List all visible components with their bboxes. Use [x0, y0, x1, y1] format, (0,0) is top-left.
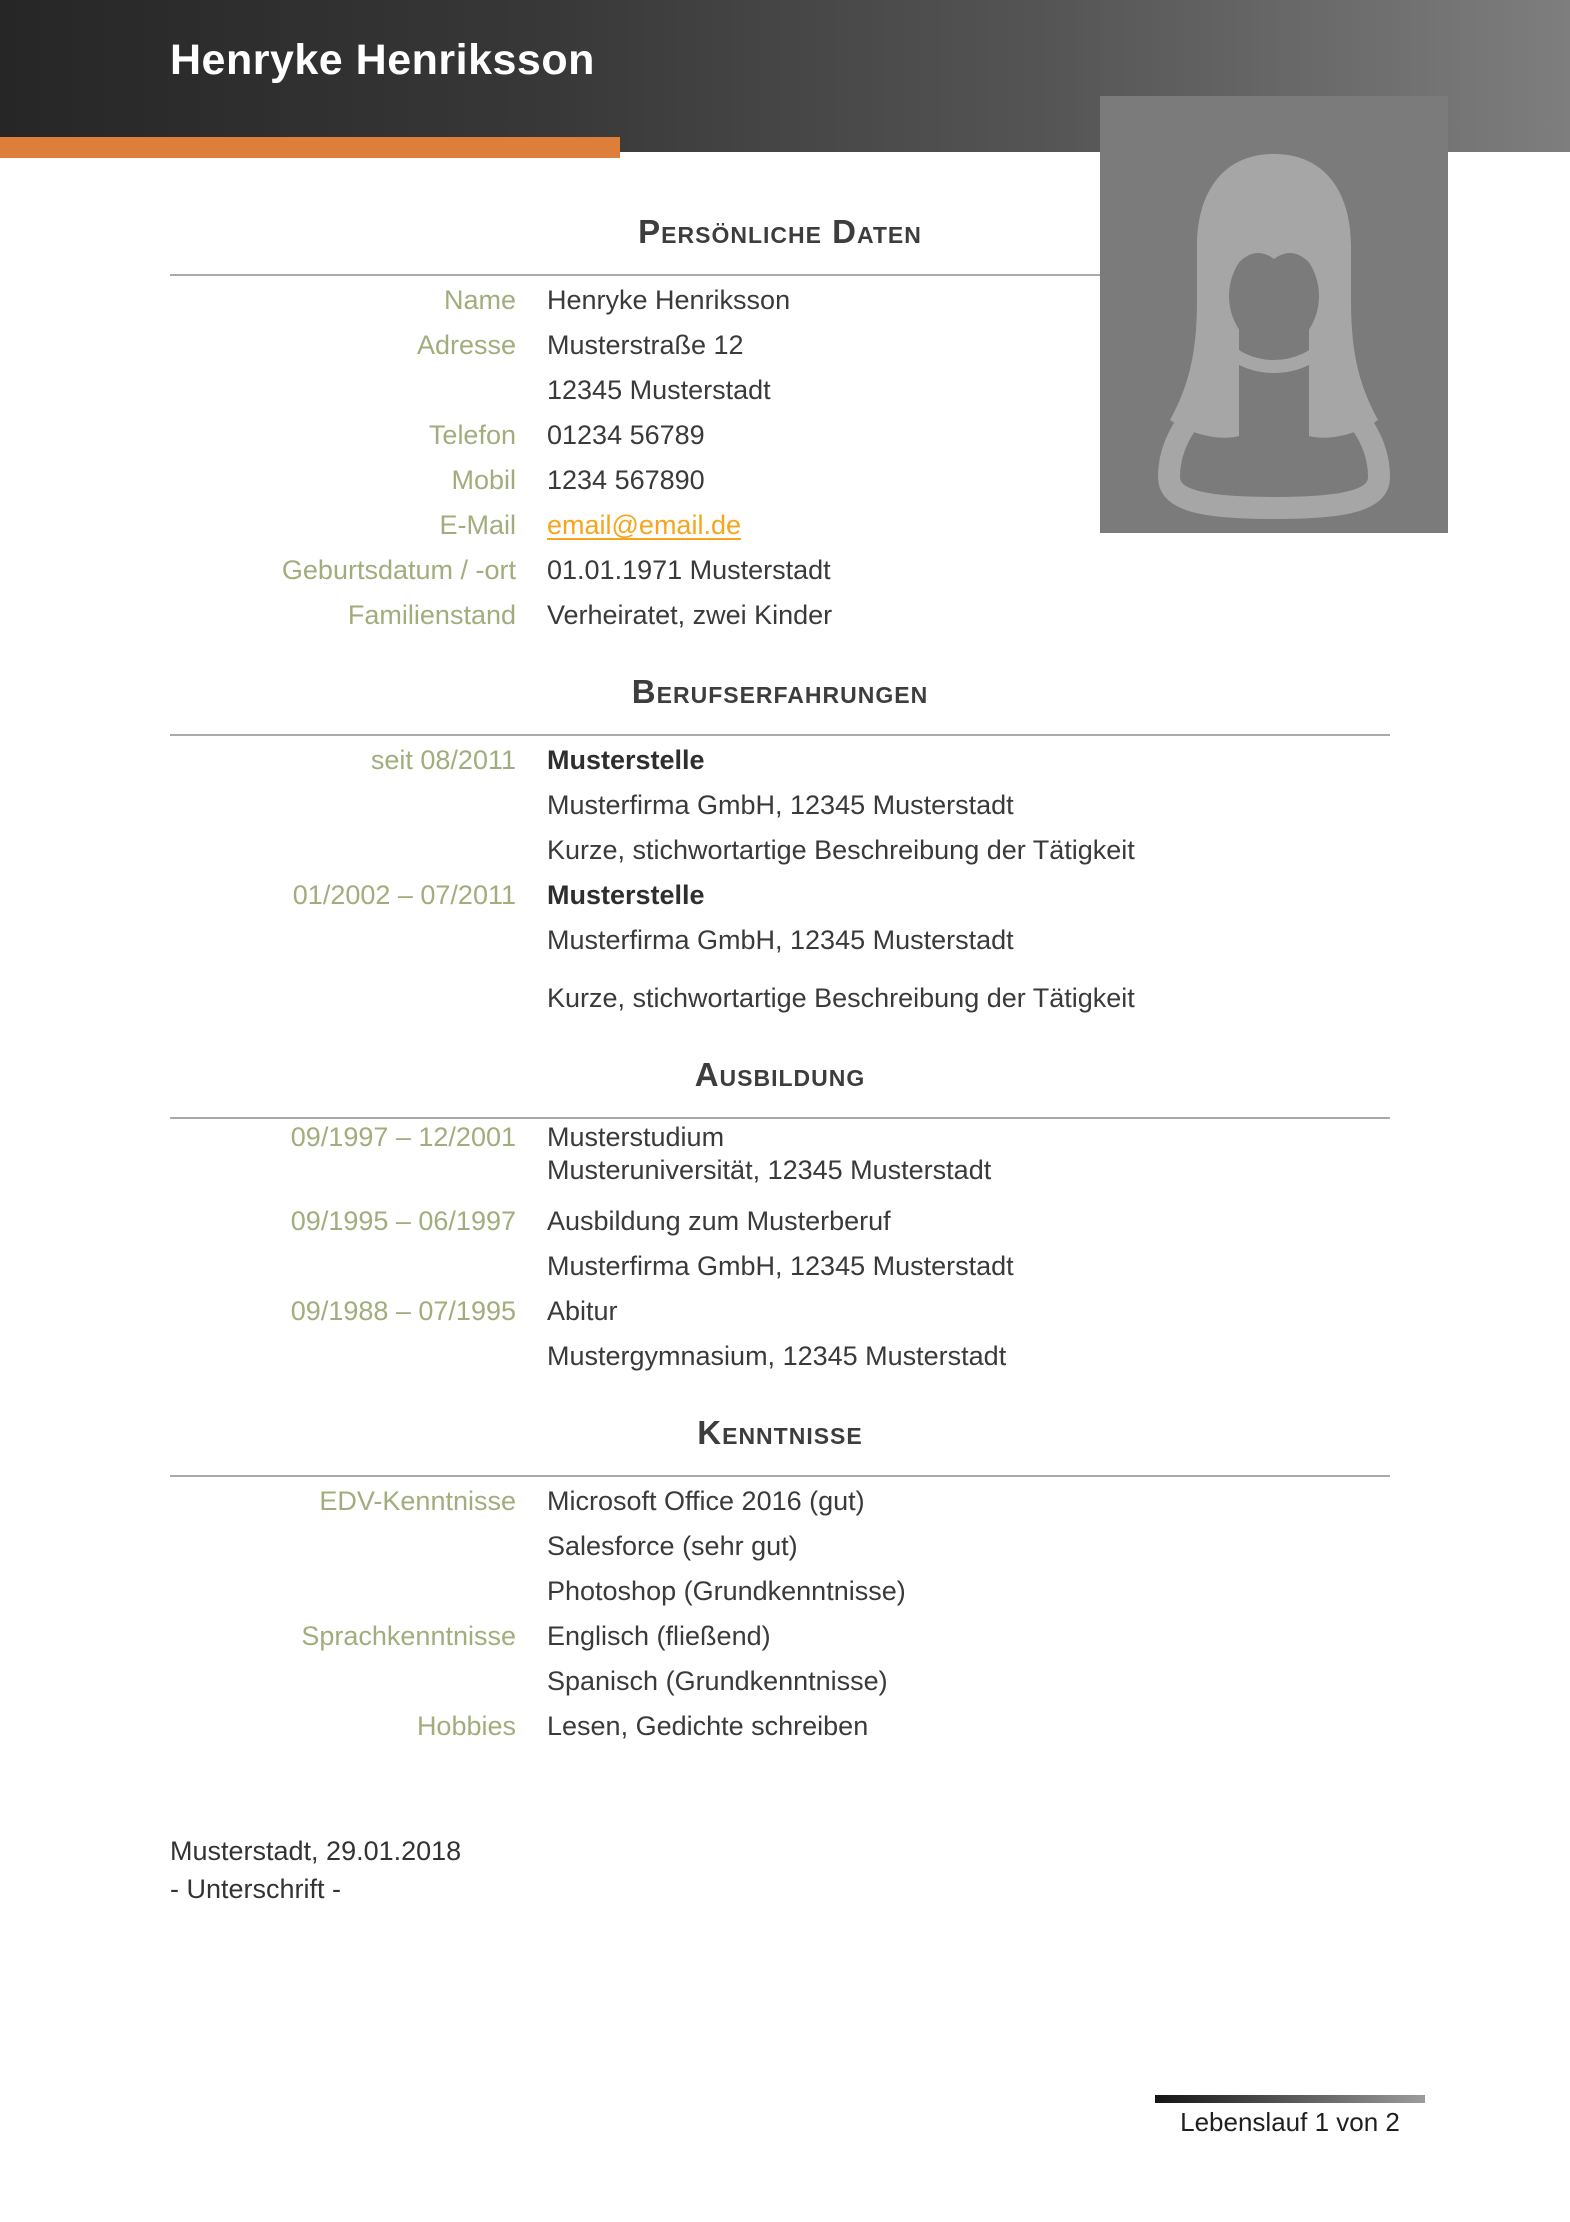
- signature-block: [170, 1832, 461, 1908]
- page-title: Henryke Henriksson: [170, 36, 595, 84]
- field-value: [547, 1479, 1390, 1614]
- field-value-line: 01.01.1971 Musterstadt: [547, 555, 831, 585]
- field-label: 09/1988 – 07/1995: [290, 1296, 516, 1326]
- data-row: [170, 1704, 1390, 1749]
- field-value: [547, 1199, 1390, 1289]
- person-avatar-icon: [1100, 96, 1448, 533]
- field-value-line: Verheiratet, zwei Kinder: [547, 600, 833, 630]
- profile-photo: [1100, 96, 1448, 533]
- section-ausbildung: [170, 1053, 1390, 1379]
- data-row: [170, 1479, 1390, 1614]
- field-value-line: Musteruniversität, 12345 Musterstadt: [547, 1155, 992, 1185]
- section-divider: [170, 734, 1390, 736]
- signature-place-date: Musterstadt, 29.01.2018: [170, 1836, 462, 1866]
- field-value-line: Abitur: [547, 1296, 618, 1326]
- field-value-line: Musterfirma GmbH, 12345 Musterstadt: [547, 1251, 1014, 1281]
- page-number-label: Lebenslauf 1 von 2: [1180, 2107, 1400, 2137]
- field-label: Geburtsdatum / -ort: [281, 555, 516, 585]
- field-value: [547, 1614, 1390, 1704]
- data-row: [170, 1289, 1390, 1379]
- footer-gradient-bar: [1155, 2095, 1425, 2103]
- field-value-line: Kurze, stichwortartige Beschreibung der Tätigkeit: [547, 983, 1135, 1013]
- field-label: Adresse: [416, 330, 516, 360]
- field-value: [547, 873, 1390, 1021]
- field-label: seit 08/2011: [370, 745, 516, 775]
- field-value: [547, 738, 1390, 873]
- field-value: [547, 1704, 1390, 1749]
- section-title-persoenliche-daten: Persönliche Daten: [638, 213, 922, 250]
- field-value-line: Henryke Henriksson: [547, 285, 791, 315]
- field-value-line: Ausbildung zum Musterberuf: [547, 1206, 891, 1236]
- field-label: 09/1997 – 12/2001: [290, 1122, 516, 1152]
- section-title-ausbildung: Ausbildung: [694, 1056, 866, 1093]
- field-value-line: 12345 Musterstadt: [547, 375, 771, 405]
- data-row: [170, 873, 1390, 1021]
- data-row: [170, 1614, 1390, 1704]
- field-value: [547, 1289, 1390, 1379]
- section-berufserfahrungen: [170, 670, 1390, 1021]
- section-divider: [170, 1117, 1390, 1119]
- field-value-line: Lesen, Gedichte schreiben: [547, 1711, 869, 1741]
- section-title-berufserfahrungen: Berufserfahrungen: [631, 673, 929, 710]
- field-value: [547, 593, 1390, 638]
- field-value: [547, 548, 1390, 593]
- data-row: [170, 593, 1390, 638]
- field-value-line: Musterstudium: [547, 1122, 725, 1152]
- field-value-line: Salesforce (sehr gut): [547, 1531, 798, 1561]
- data-row: [170, 1121, 1390, 1187]
- field-label: 01/2002 – 07/2011: [292, 880, 516, 910]
- field-value-line: Kurze, stichwortartige Beschreibung der Tätigkeit: [547, 835, 1135, 865]
- data-row: [170, 1199, 1390, 1289]
- email-link[interactable]: email@email.de: [547, 510, 741, 540]
- field-value-line: 1234 567890: [547, 465, 705, 495]
- data-row: [170, 548, 1390, 593]
- data-row: [170, 738, 1390, 873]
- field-label: 09/1995 – 06/1997: [290, 1206, 516, 1236]
- section-divider: [170, 1475, 1390, 1477]
- field-label: Familienstand: [347, 600, 516, 630]
- field-label: Name: [443, 285, 516, 315]
- field-value-line: Musterstelle: [547, 880, 705, 910]
- field-value-line: Mustergymnasium, 12345 Musterstadt: [547, 1341, 1007, 1371]
- field-label: Sprachkenntnisse: [301, 1621, 516, 1651]
- field-value-line: Englisch (fließend): [547, 1621, 771, 1651]
- field-value-line: Spanisch (Grundkenntnisse): [547, 1666, 888, 1696]
- field-value-line: Musterstraße 12: [547, 330, 744, 360]
- field-label: Mobil: [451, 465, 516, 495]
- field-label: EDV-Kenntnisse: [319, 1486, 516, 1516]
- signature-line: - Unterschrift -: [170, 1874, 342, 1904]
- field-value-line: Musterstelle: [547, 745, 705, 775]
- field-value-line: Microsoft Office 2016 (gut): [547, 1486, 865, 1516]
- field-label: Hobbies: [416, 1711, 516, 1741]
- field-value: [547, 1121, 1390, 1187]
- field-label: Telefon: [428, 420, 516, 450]
- accent-bar: [0, 137, 620, 158]
- section-title-kenntnisse: Kenntnisse: [697, 1414, 863, 1451]
- field-value-line: Photoshop (Grundkenntnisse): [547, 1576, 906, 1606]
- section-kenntnisse: [170, 1411, 1390, 1749]
- field-value-line: 01234 56789: [547, 420, 705, 450]
- field-value-line: Musterfirma GmbH, 12345 Musterstadt: [547, 790, 1014, 820]
- field-value-line: Musterfirma GmbH, 12345 Musterstadt: [547, 925, 1014, 955]
- field-label: E-Mail: [439, 510, 516, 540]
